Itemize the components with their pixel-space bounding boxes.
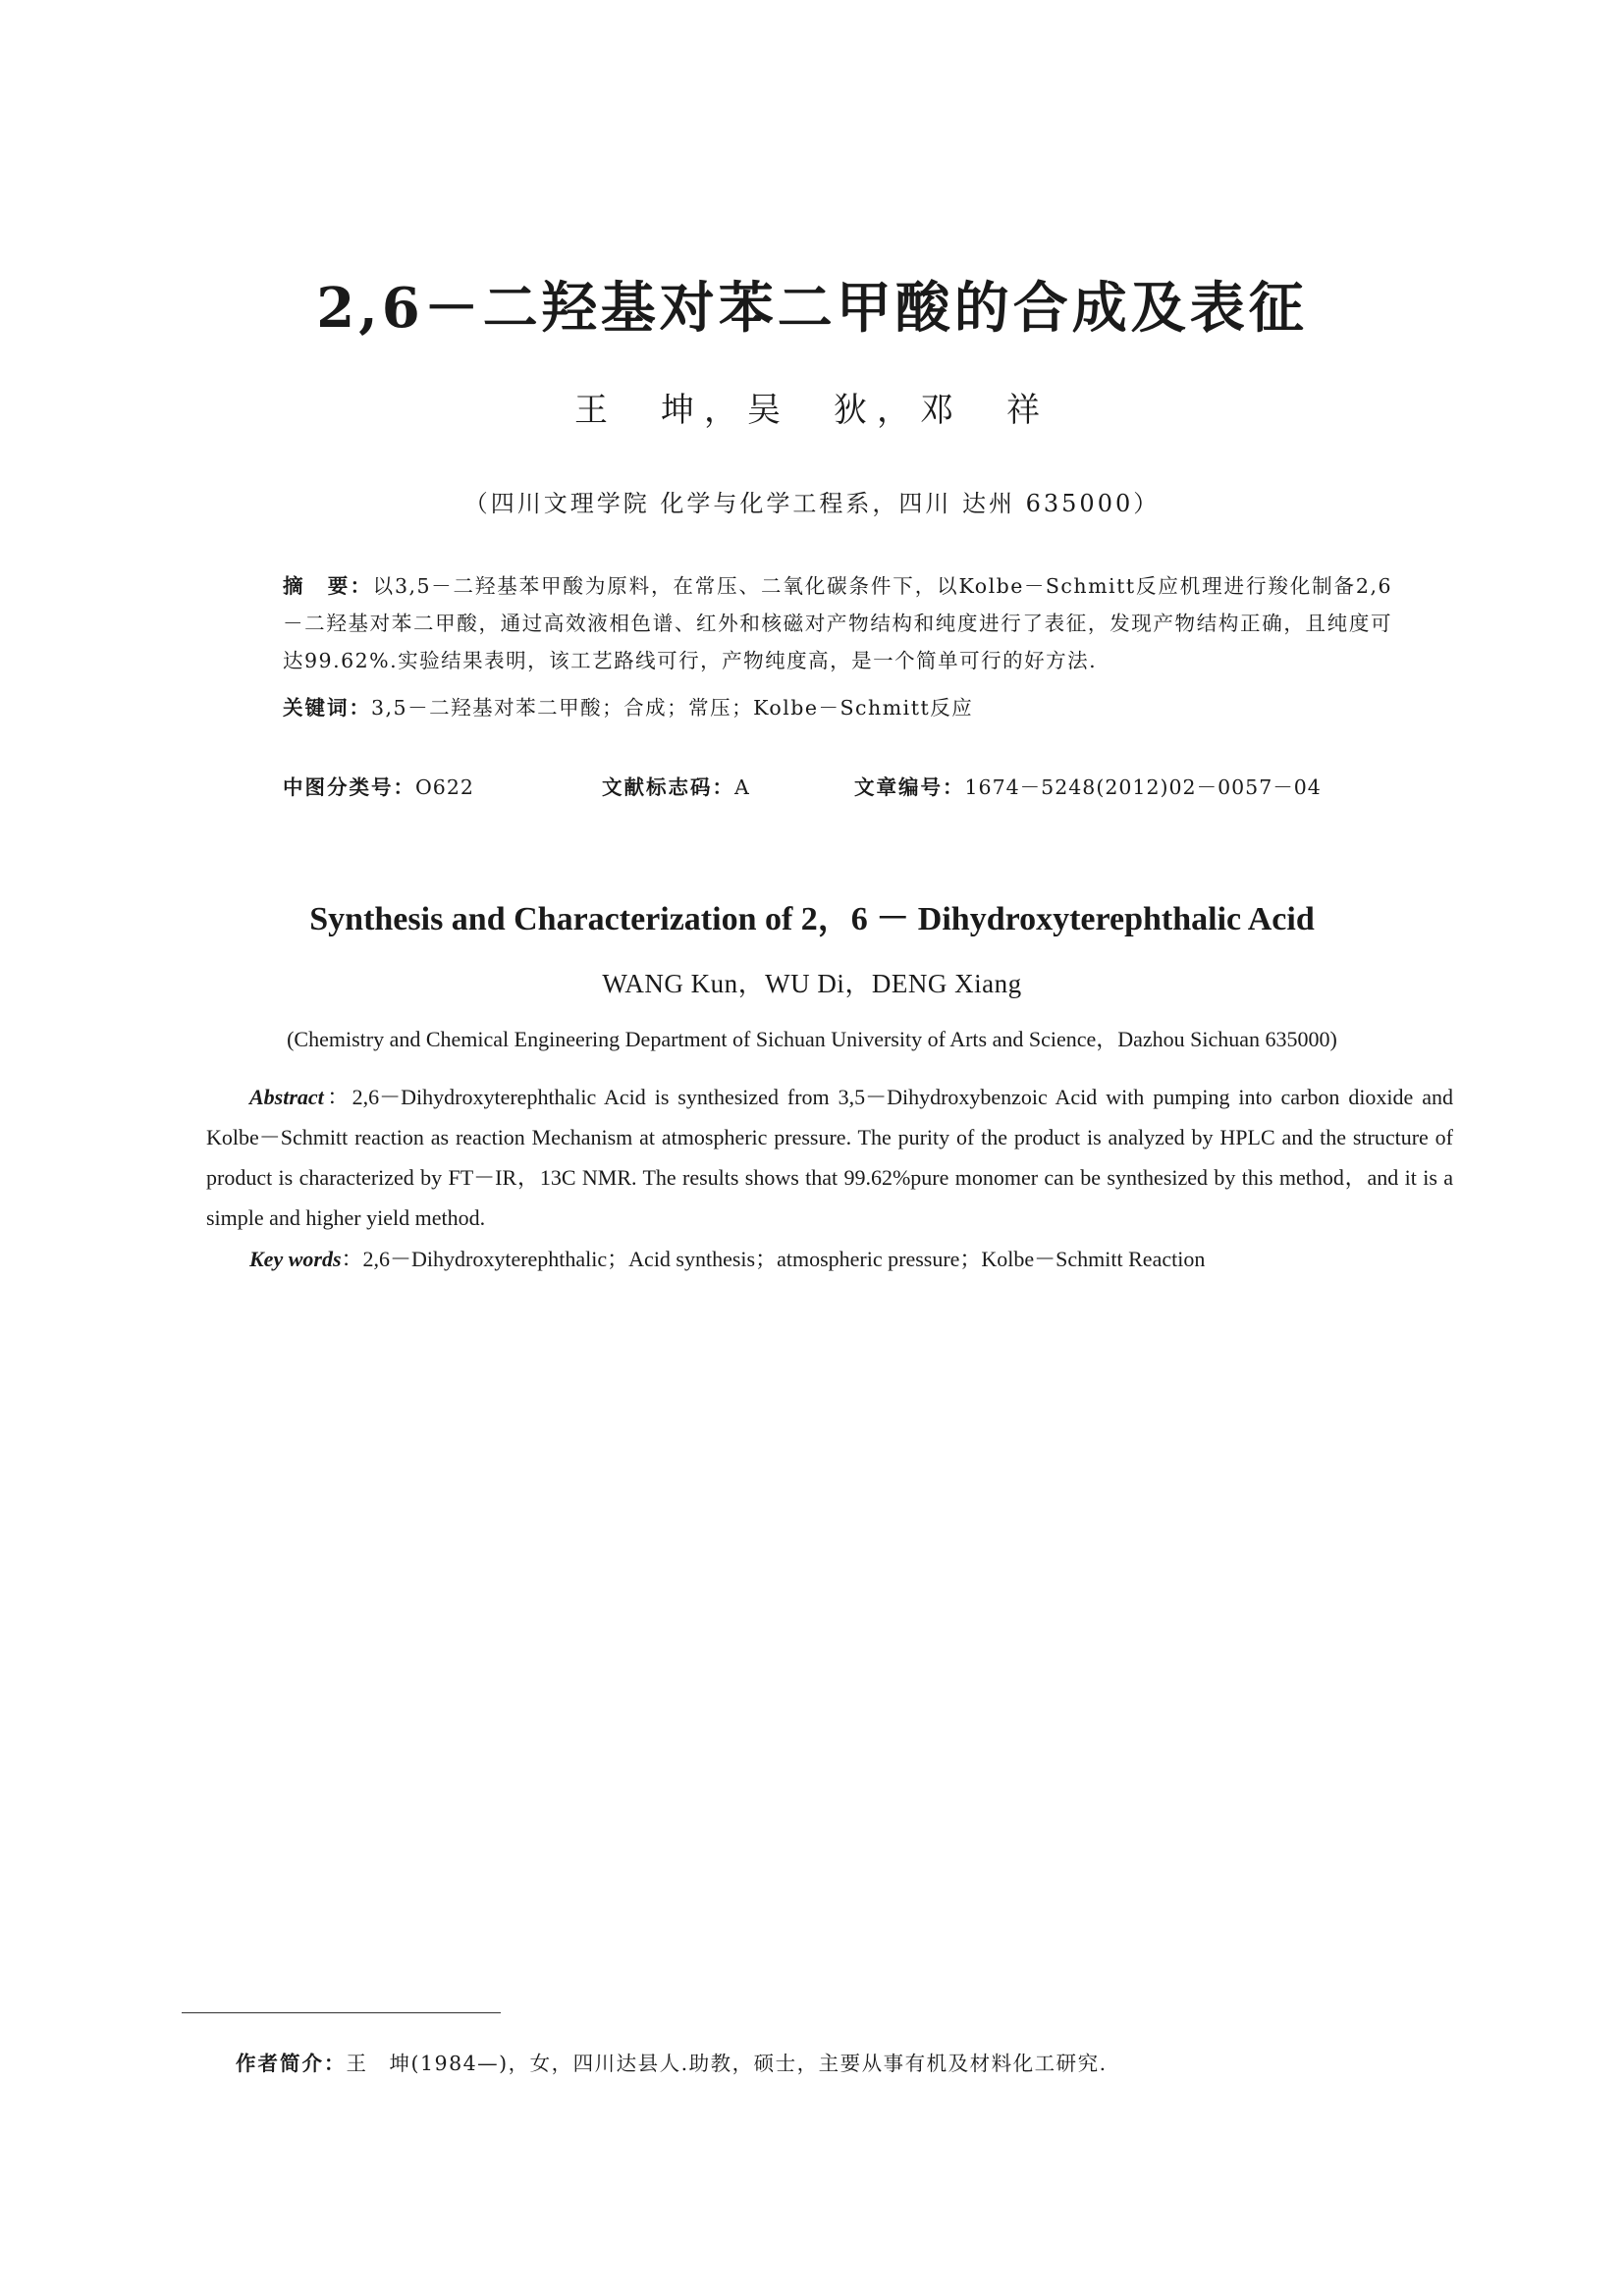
article-number-label: 文章编号：	[854, 775, 965, 799]
english-affiliation: (Chemistry and Chemical Engineering Department of Sichuan University of Arts and Science，Dazhou Sichuan 635000)	[287, 1027, 1337, 1051]
english-abstract-label: Abstract	[249, 1085, 324, 1109]
chinese-keywords-text: 3,5－二羟基对苯二甲酸；合成；常压；Kolbe－Schmitt反应	[371, 696, 974, 720]
chinese-affiliation: （四川文理学院 化学与化学工程系，四川 达州 635000）	[463, 490, 1161, 517]
english-keywords-label: Key words	[249, 1247, 342, 1271]
chinese-abstract-label: 摘 要：	[283, 574, 373, 598]
article-number-value: 1674－5248(2012)02－0057－04	[964, 775, 1322, 799]
chinese-authors: 王 坤，吴 狄，邓 祥	[574, 391, 1050, 430]
english-title: Synthesis and Characterization of 2，6 － Dihydroxyterephthalic Acid	[309, 901, 1315, 937]
author-footnote	[236, 2047, 1108, 2076]
chinese-abstract-text: 以3,5－二羟基苯甲酸为原料，在常压、二氧化碳条件下，以Kolbe－Schmitt反应机理进行羧化制备2,6－二羟基对苯二甲酸，通过高效液相色谱、红外和核磁对产物结构和纯度进行了表征，发现产物结构正确，且纯度可达99.62%.实验结果表明，该工艺路线可行，产物纯度高，是一个简单可行的好方法.	[283, 574, 1393, 672]
english-abstract	[206, 1077, 1453, 1238]
clc-code	[283, 769, 474, 806]
english-abstract-text: ：2,6－Dihydroxyterephthalic Acid is synthesized from 3,5－Dihydroxybenzoic Acid with pumping into carbon dioxide and Kolbe－Schmitt reaction as reaction Mechanism at atmospheric pressure. The purity of the product is analyzed by HPLC and the structure of product is characterized by FT－IR，13C NMR. The results shows that 99.62%pure monomer can be synthesized by this method，and it is a simple and higher yield method.	[206, 1085, 1453, 1230]
document-code-value: A	[734, 775, 750, 799]
clc-value: O622	[415, 775, 474, 799]
english-authors: WANG Kun，WU Di，DENG Xiang	[602, 969, 1022, 998]
document-code	[602, 769, 750, 806]
clc-label: 中图分类号：	[283, 775, 415, 799]
chinese-title: 2,6－二羟基对苯二甲酸的合成及表征	[316, 276, 1308, 341]
footnote-label: 作者简介：	[236, 2052, 347, 2075]
english-keywords	[206, 1239, 1453, 1279]
footnote-divider	[182, 2012, 501, 2013]
chinese-keywords-label: 关键词：	[283, 696, 371, 720]
chinese-keywords	[283, 689, 1412, 726]
english-keywords-text: ：2,6－Dihydroxyterephthalic；Acid synthesis；atmospheric pressure；Kolbe－Schmitt Reaction	[341, 1247, 1206, 1271]
article-number	[854, 769, 1322, 806]
chinese-abstract	[283, 567, 1392, 679]
footnote-text: 王 坤(1984—)，女，四川达县人.助教，硕士，主要从事有机及材料化工研究.	[346, 2052, 1108, 2075]
document-code-label: 文献标志码：	[602, 775, 734, 799]
